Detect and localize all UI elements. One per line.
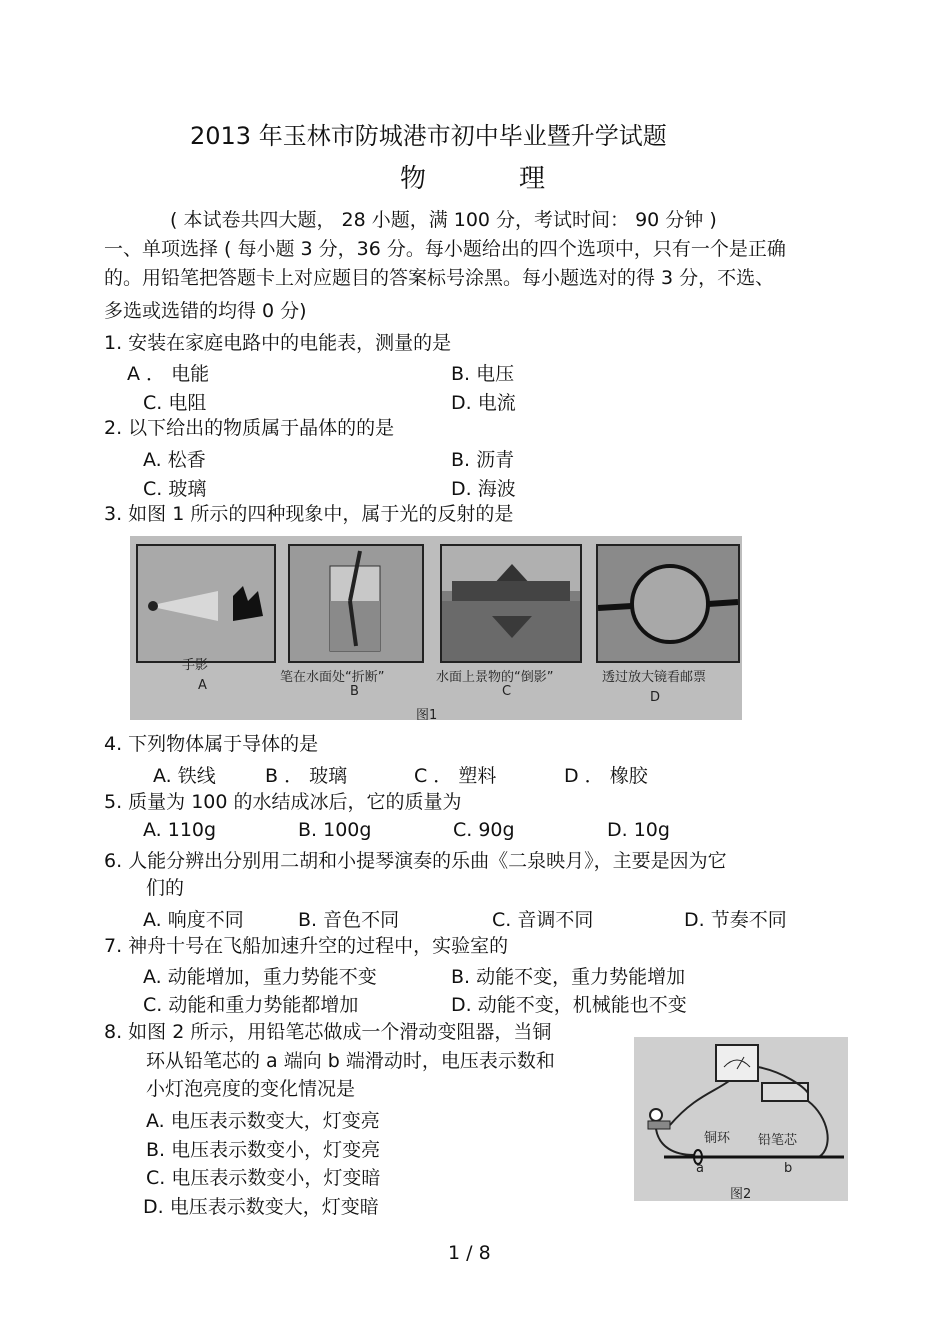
exam-title: 2013 年玉林市防城港市初中毕业暨升学试题 (190, 122, 667, 150)
question-2-option-c: C. 玻璃 (143, 478, 207, 500)
figure-2-point-b: b (784, 1161, 793, 1176)
figure-1 (130, 536, 742, 720)
figure-1-letter-c: C (502, 684, 512, 699)
question-4-option-b: B ． 玻璃 (265, 765, 348, 787)
question-5-option-a: A. 110g (143, 819, 217, 841)
subject-left: 物 (400, 164, 427, 194)
circuit-diagram (634, 1037, 848, 1201)
question-8-stem-continued-2: 小灯泡亮度的变化情况是 (146, 1078, 356, 1100)
question-2-option-d: D. 海波 (451, 478, 516, 500)
figure-1-caption-c: 水面上景物的“倒影” (436, 670, 554, 685)
question-4-option-d: D ． 橡胶 (564, 765, 648, 787)
subject-right: 理 (519, 164, 546, 194)
question-5-option-b: B. 100g (298, 819, 372, 841)
figure-2 (634, 1037, 848, 1201)
question-8-stem: 8. 如图 2 所示，用铅笔芯做成一个滑动变阻器，当铜 (104, 1021, 552, 1043)
question-8-option-c: C. 电压表示数变小，灯变暗 (146, 1167, 381, 1189)
question-4-option-c: C ． 塑料 (414, 765, 497, 787)
figure-2-label: 图2 (730, 1187, 752, 1201)
figure-2-core-label: 铅笔芯 (758, 1133, 798, 1148)
figure-1-letter-b: B (350, 684, 359, 699)
question-6-option-b: B. 音色不同 (298, 909, 400, 931)
question-7-option-c: C. 动能和重力势能都增加 (143, 994, 359, 1016)
question-7-option-a: A. 动能增加，重力势能不变 (143, 966, 377, 988)
question-1-option-b: B. 电压 (451, 363, 515, 385)
section-instructions-2: 的。用铅笔把答题卡上对应题目的答案标号涂黑。每小题选对的得 3 分，不选、 (104, 267, 775, 289)
figure-1-panel-b (288, 544, 424, 663)
question-8-stem-continued-1: 环从铅笔芯的 a 端向 b 端滑动时，电压表示数和 (146, 1050, 555, 1072)
figure-1-panel-c (440, 544, 582, 663)
question-1-option-a: A ． 电能 (127, 363, 210, 385)
magnifier-stamp-illustration (598, 546, 738, 661)
question-5-option-d: D. 10g (607, 819, 670, 841)
question-1-option-d: D. 电流 (451, 392, 516, 414)
question-7-stem: 7. 神舟十号在飞船加速升空的过程中，实验室的 (104, 935, 509, 957)
question-6-stem: 6. 人能分辨出分别用二胡和小提琴演奏的乐曲《二泉映月》，主要是因为它 (104, 850, 727, 872)
question-1-option-c: C. 电阻 (143, 392, 207, 414)
figure-1-letter-a: A (198, 678, 207, 693)
section-instructions-1: 一、单项选择 ( 每小题 3 分，36 分。每小题给出的四个选项中，只有一个是正确 (104, 238, 786, 260)
figure-1-panel-a (136, 544, 276, 663)
question-7-option-b: B. 动能不变，重力势能增加 (451, 966, 686, 988)
question-6-option-a: A. 响度不同 (143, 909, 244, 931)
question-5-option-c: C. 90g (453, 819, 515, 841)
figure-1-letter-d: D (650, 690, 661, 705)
figure-1-caption-a: 手影 (182, 658, 209, 673)
question-7-option-d: D. 动能不变，机械能也不变 (451, 994, 687, 1016)
question-5-stem: 5. 质量为 100 的水结成冰后，它的质量为 (104, 791, 462, 813)
question-6-stem-continued: 们的 (146, 877, 185, 899)
glass-with-pencil-illustration (290, 546, 422, 661)
reflection-scene-illustration (442, 546, 580, 661)
figure-1-label: 图1 (416, 708, 438, 720)
figure-1-caption-b: 笔在水面处“折断” (280, 670, 385, 685)
hand-shadow-illustration (138, 546, 274, 661)
question-4-stem: 4. 下列物体属于导体的是 (104, 733, 319, 755)
question-6-option-d: D. 节奏不同 (684, 909, 787, 931)
question-2-stem: 2. 以下给出的物质属于晶体的的是 (104, 417, 395, 439)
page-number: 1 / 8 (448, 1242, 491, 1264)
section-instructions-3: 多选或选错的均得 0 分) (104, 300, 307, 322)
question-6-option-c: C. 音调不同 (492, 909, 594, 931)
figure-1-panel-d (596, 544, 740, 663)
exam-intro: ( 本试卷共四大题， 28 小题，满 100 分，考试时间： 90 分钟 ) (170, 209, 717, 231)
question-1-stem: 1. 安装在家庭电路中的电能表，测量的是 (104, 332, 452, 354)
question-3-stem: 3. 如图 1 所示的四种现象中，属于光的反射的是 (104, 503, 514, 525)
figure-1-caption-d: 透过放大镜看邮票 (602, 670, 707, 685)
question-8-option-a: A. 电压表示数变大，灯变亮 (146, 1110, 380, 1132)
question-8-option-b: B. 电压表示数变小，灯变亮 (146, 1139, 381, 1161)
question-4-option-a: A. 铁线 (153, 765, 216, 787)
figure-2-ring-label: 铜环 (704, 1131, 731, 1146)
question-8-option-d: D. 电压表示数变大，灯变暗 (143, 1196, 379, 1218)
question-2-option-b: B. 沥青 (451, 449, 515, 471)
question-2-option-a: A. 松香 (143, 449, 206, 471)
figure-2-point-a: a (696, 1161, 704, 1176)
